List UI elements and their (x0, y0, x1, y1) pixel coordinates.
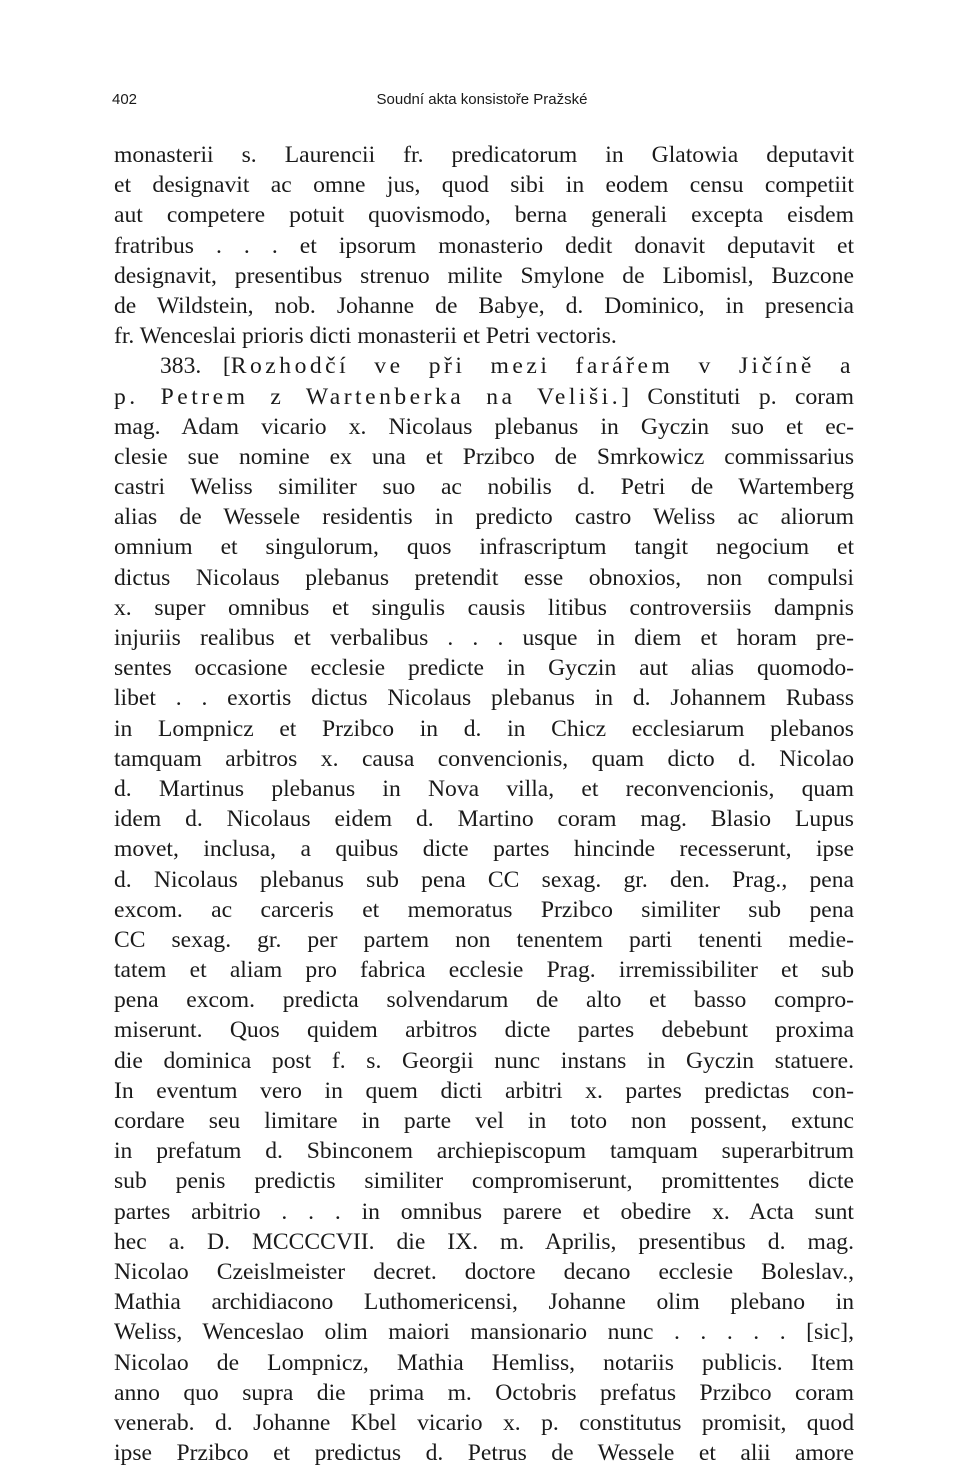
text-line: in Lompnicz et Przibco in d. in Chicz ecclesiarum plebanos (114, 715, 854, 742)
section-title-part: Rozhodčí ve při mezi farářem v Jičíně a (230, 353, 854, 380)
text-line: d. Nicolaus plebanus sub pena CC sexag. gr. den. Prag., pena (114, 866, 854, 893)
text-line: et designavit ac omne jus, quod sibi in eodem censu competiit (114, 172, 854, 199)
text-line: de Wildstein, nob. Johanne de Babye, d. Dominico, in presencia (114, 292, 854, 319)
text-line: fr. Wenceslai prioris dicti monasterii et Petri vectoris. (114, 323, 617, 350)
section-title-part: p. Petrem z Wartenberka na Veliši. (114, 383, 622, 410)
text-line: d. Martinus plebanus in Nova villa, et reconvencionis, quam (114, 775, 854, 802)
section-heading-line (114, 382, 854, 412)
text-line: mag. Adam vicario x. Nicolaus plebanus in Gyczin suo et ec- (114, 413, 854, 440)
text-line: monasterii s. Laurencii fr. predicatorum in Glatowia deputavit (114, 142, 854, 168)
text-line: hec a. D. MCCCCVII. die IX. m. Aprilis, presentibus d. mag. (114, 1228, 854, 1255)
text-line: in prefatum d. Sbinconem archiepiscopum tamquam superarbitrum (114, 1138, 854, 1165)
text-line: x. super omnibus et singulis causis litibus controversiis dampnis (114, 594, 854, 621)
text-line: aut competere potuit quovismodo, berna generali excepta eisdem (114, 202, 854, 229)
text-line: sentes occasione ecclesie predicte in Gyczin aut alias quomodo- (114, 655, 854, 682)
text-line: clesie sue nomine ex una et Przibco de Smrkowicz commissarius (114, 443, 854, 470)
text-line: movet, inclusa, a quibus dicte partes hincinde recesserunt, ipse (114, 836, 854, 863)
text-line: idem d. Nicolaus eidem d. Martino coram mag. Blasio Lupus (114, 806, 854, 833)
text-line: alias de Wessele residentis in predicto castro Weliss ac aliorum (114, 504, 854, 531)
text-line: injuriis realibus et verbalibus . . . usque in diem et horam pre- (114, 625, 854, 651)
text-line: partes arbitrio . . . in omnibus parere et obedire x. Acta sunt (114, 1198, 854, 1225)
text-line: dictus Nicolaus plebanus pretendit esse obnoxios, non compulsi (114, 564, 854, 591)
text-line: sub penis predictis similiter compromiserunt, promittentes dicte (114, 1168, 854, 1195)
text-line: ipse Przibco et predictus d. Petrus de Wessele et alii amore (114, 1440, 854, 1467)
text-line: tamquam arbitros x. causa convencionis, quam dicto d. Nicolao (114, 745, 854, 772)
text-line: venerab. d. Johanne Kbel vicario x. p. constitutus promisit, quod (114, 1409, 854, 1436)
body-text (114, 140, 854, 1468)
text-line: Nicolao de Lompnicz, Mathia Hemliss, notariis publicis. Item (114, 1349, 854, 1376)
running-title: Soudní akta konsistoře Pražské (376, 91, 588, 108)
text-line: tatem et aliam pro fabrica ecclesie Prag. irremissibiliter et sub (114, 957, 854, 984)
page-number: 402 (112, 91, 138, 108)
text-line: Mathia archidiacono Luthomericensi, Johanne olim plebano in (114, 1289, 854, 1316)
text-line: pena excom. predicta solvendarum de alto et basso compro- (114, 987, 854, 1014)
text-line: omnium et singulorum, quos infrascriptum tangit negocium et (114, 534, 854, 561)
section-heading-line (114, 351, 854, 381)
text-line: In eventum vero in quem dicti arbitri x. partes predictas con- (114, 1077, 854, 1104)
text-line: die dominica post f. s. Georgii nunc instans in Gyczin statuere. (114, 1047, 854, 1074)
text-segment: ] Constituti p. coram (621, 383, 854, 410)
text-line: castri Weliss similiter suo ac nobilis d. Petri de Wartemberg (114, 474, 854, 501)
text-line: Nicolao Czeislmeister decret. doctore decano ecclesie Boleslav., (114, 1258, 854, 1285)
text-line: Weliss, Wenceslao olim maiori mansionario nunc . . . . . [sic], (114, 1319, 854, 1346)
text-line: miserunt. Quos quidem arbitros dicte partes debebunt proxima (114, 1017, 854, 1044)
text-line: cordare seu limitare in parte vel in toto non possent, extunc (114, 1108, 854, 1134)
page-header (112, 91, 852, 115)
text-line: anno quo supra die prima m. Octobris prefatus Przibco coram (114, 1379, 854, 1406)
text-line: libet . . exortis dictus Nicolaus plebanus in d. Johannem Rubass (114, 685, 854, 712)
text-line: CC sexag. gr. per partem non tenentem parti tenenti medie- (114, 926, 854, 953)
section-number: 383. [ (160, 353, 231, 380)
text-line: fratribus . . . et ipsorum monasterio dedit donavit deputavit et (114, 232, 854, 259)
text-line: designavit, presentibus strenuo milite Smylone de Libomisl, Buzcone (114, 262, 854, 289)
text-line: excom. ac carceris et memoratus Przibco similiter sub pena (114, 896, 854, 923)
